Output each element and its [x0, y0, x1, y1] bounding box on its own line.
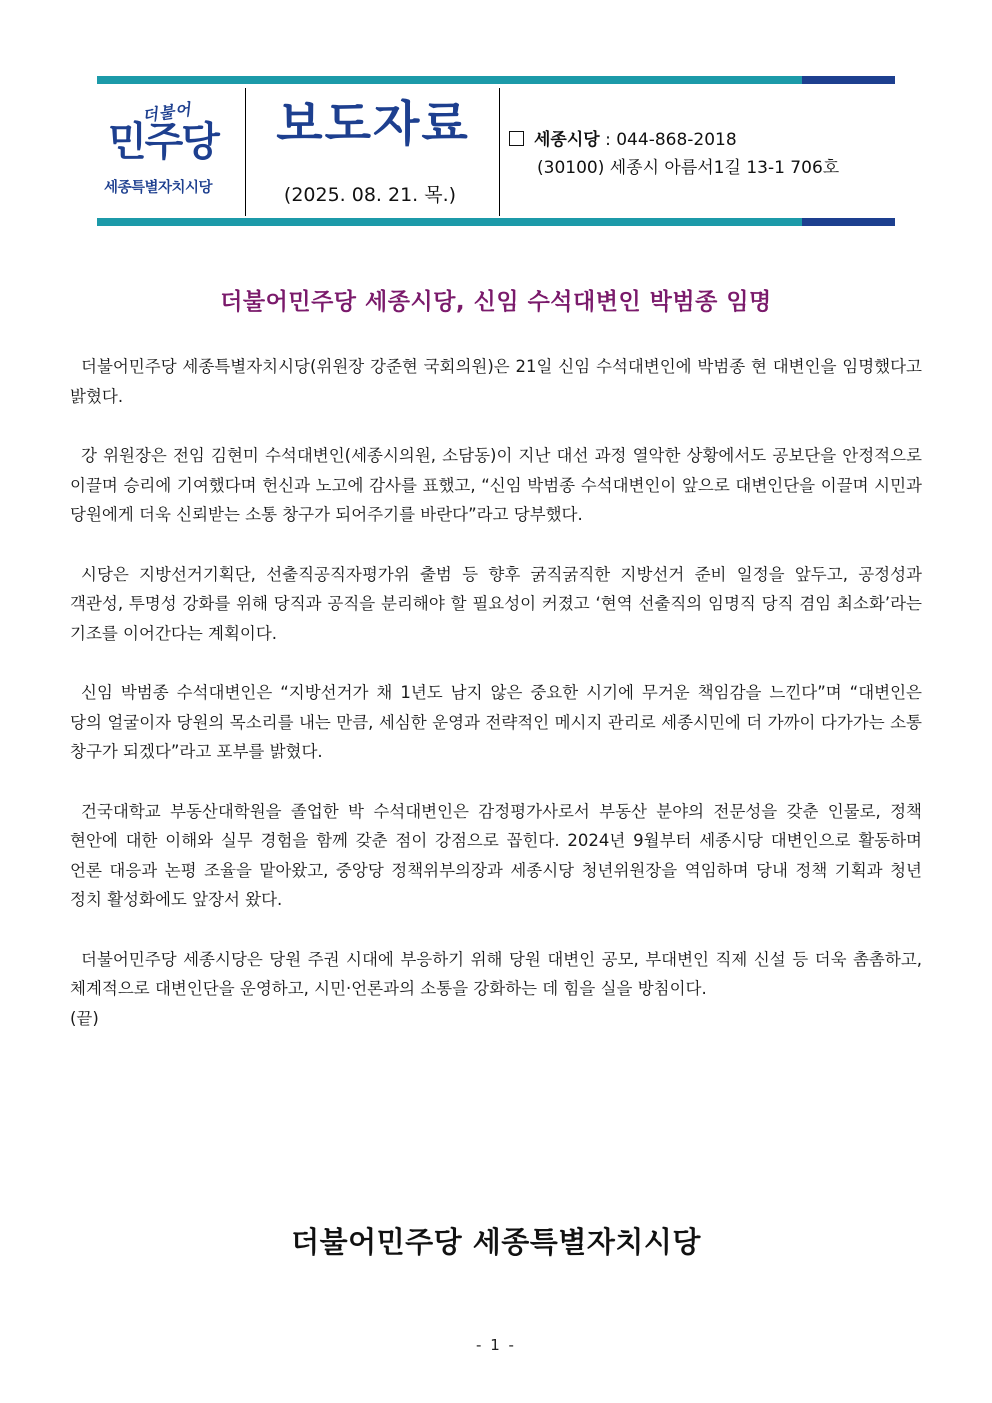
body-paragraph: 더불어민주당 세종시당은 당원 주권 시대에 부응하기 위해 당원 대변인 공모, 부대변인 직제 신설 등 더욱 촘촘하고, 체계적으로 대변인단을 운영하고, 시민·언론과의 소통을 강화하는 데 힘을 실을 방침이다. — [70, 949, 922, 998]
article-body — [70, 352, 922, 1033]
body-paragraph: 건국대학교 부동산대학원을 졸업한 박 수석대변인은 감정평가사로서 부동산 분야의 전문성을 갖춘 인물로, 정책 현안에 대한 이해와 실무 경험을 함께 갖춘 점이 강점으로 꼽힌다. 2024년 9월부터 세종시당 대변인으로 활동하며 언론 대응과 논평 조율을 맡아왔고, 중앙당 정책위부의장과 세종시당 청년위원장을 역임하며 당내 정책 기획과 청년 정치 활성화에도 앞장서 왔다. — [70, 801, 922, 909]
logo-main-text: 민주당 — [108, 119, 218, 165]
header-divider — [499, 88, 500, 216]
logo-sub-text: 세종특별자치시당 — [104, 180, 213, 196]
page-number: - 1 - — [476, 1336, 516, 1354]
end-mark: (끝) — [70, 1008, 99, 1028]
contact-name: 세종시당 — [534, 130, 600, 150]
press-release-title: 보도자료 — [276, 96, 470, 152]
contact-block — [509, 126, 839, 182]
header-bottom-bar-teal — [97, 218, 802, 226]
contact-address: (30100) 세종시 아름서1길 13-1 706호 — [537, 158, 840, 178]
body-paragraph: 신임 박범종 수석대변인은 “지방선거가 채 1년도 남지 않은 중요한 시기에 무거운 책임감을 느낀다”며 “대변인은 당의 얼굴이자 당원의 목소리를 내는 만큼, 세심한 운영과 전략적인 메시지 관리로 세종시민에 더 가까이 다가가는 소통 창구가 되겠다”라고 포부를 밝혔다. — [70, 683, 922, 761]
press-release-date: (2025. 08. 21. 목.) — [283, 184, 457, 206]
party-logo — [100, 94, 242, 212]
checkbox-icon — [509, 131, 524, 146]
signature: 더불어민주당 세종특별자치시당 — [291, 1225, 701, 1259]
header-bottom-bar — [97, 218, 895, 226]
contact-line — [509, 126, 839, 154]
body-paragraph: 더불어민주당 세종특별자치시당(위원장 강준현 국회의원)은 21일 신임 수석대변인에 박범종 현 대변인을 임명했다고 밝혔다. — [70, 357, 922, 406]
header-top-bar — [97, 76, 895, 84]
article-headline: 더불어민주당 세종시당, 신임 수석대변인 박범종 임명 — [220, 289, 772, 315]
logo-superscript: 더불어 — [141, 99, 193, 126]
body-paragraph: 강 위원장은 전임 김현미 수석대변인(세종시의원, 소담동)이 지난 대선 과정 열악한 상황에서도 공보단을 안정적으로 이끌며 승리에 기여했다며 헌신과 노고에 감사를 표했고, “신임 박범종 수석대변인이 앞으로 대변인단을 이끌며 시민과 당원에게 더욱 신뢰받는 소통 창구가 되어주기를 바란다”라고 당부했다. — [70, 446, 922, 524]
header-divider — [245, 88, 246, 216]
body-paragraph: 시당은 지방선거기획단, 선출직공직자평가위 출범 등 향후 굵직굵직한 지방선거 준비 일정을 앞두고, 공정성과 객관성, 투명성 강화를 위해 당직과 공직을 분리해야 할 필요성이 커졌고 ‘현역 선출직의 임명직 당직 겸임 최소화’라는 기조를 이어간다는 계획이다. — [70, 564, 922, 643]
header-top-bar-teal — [97, 76, 802, 84]
header-bottom-bar-navy — [802, 218, 895, 226]
contact-phone: : 044-868-2018 — [605, 130, 737, 150]
header-top-bar-navy — [802, 76, 895, 84]
